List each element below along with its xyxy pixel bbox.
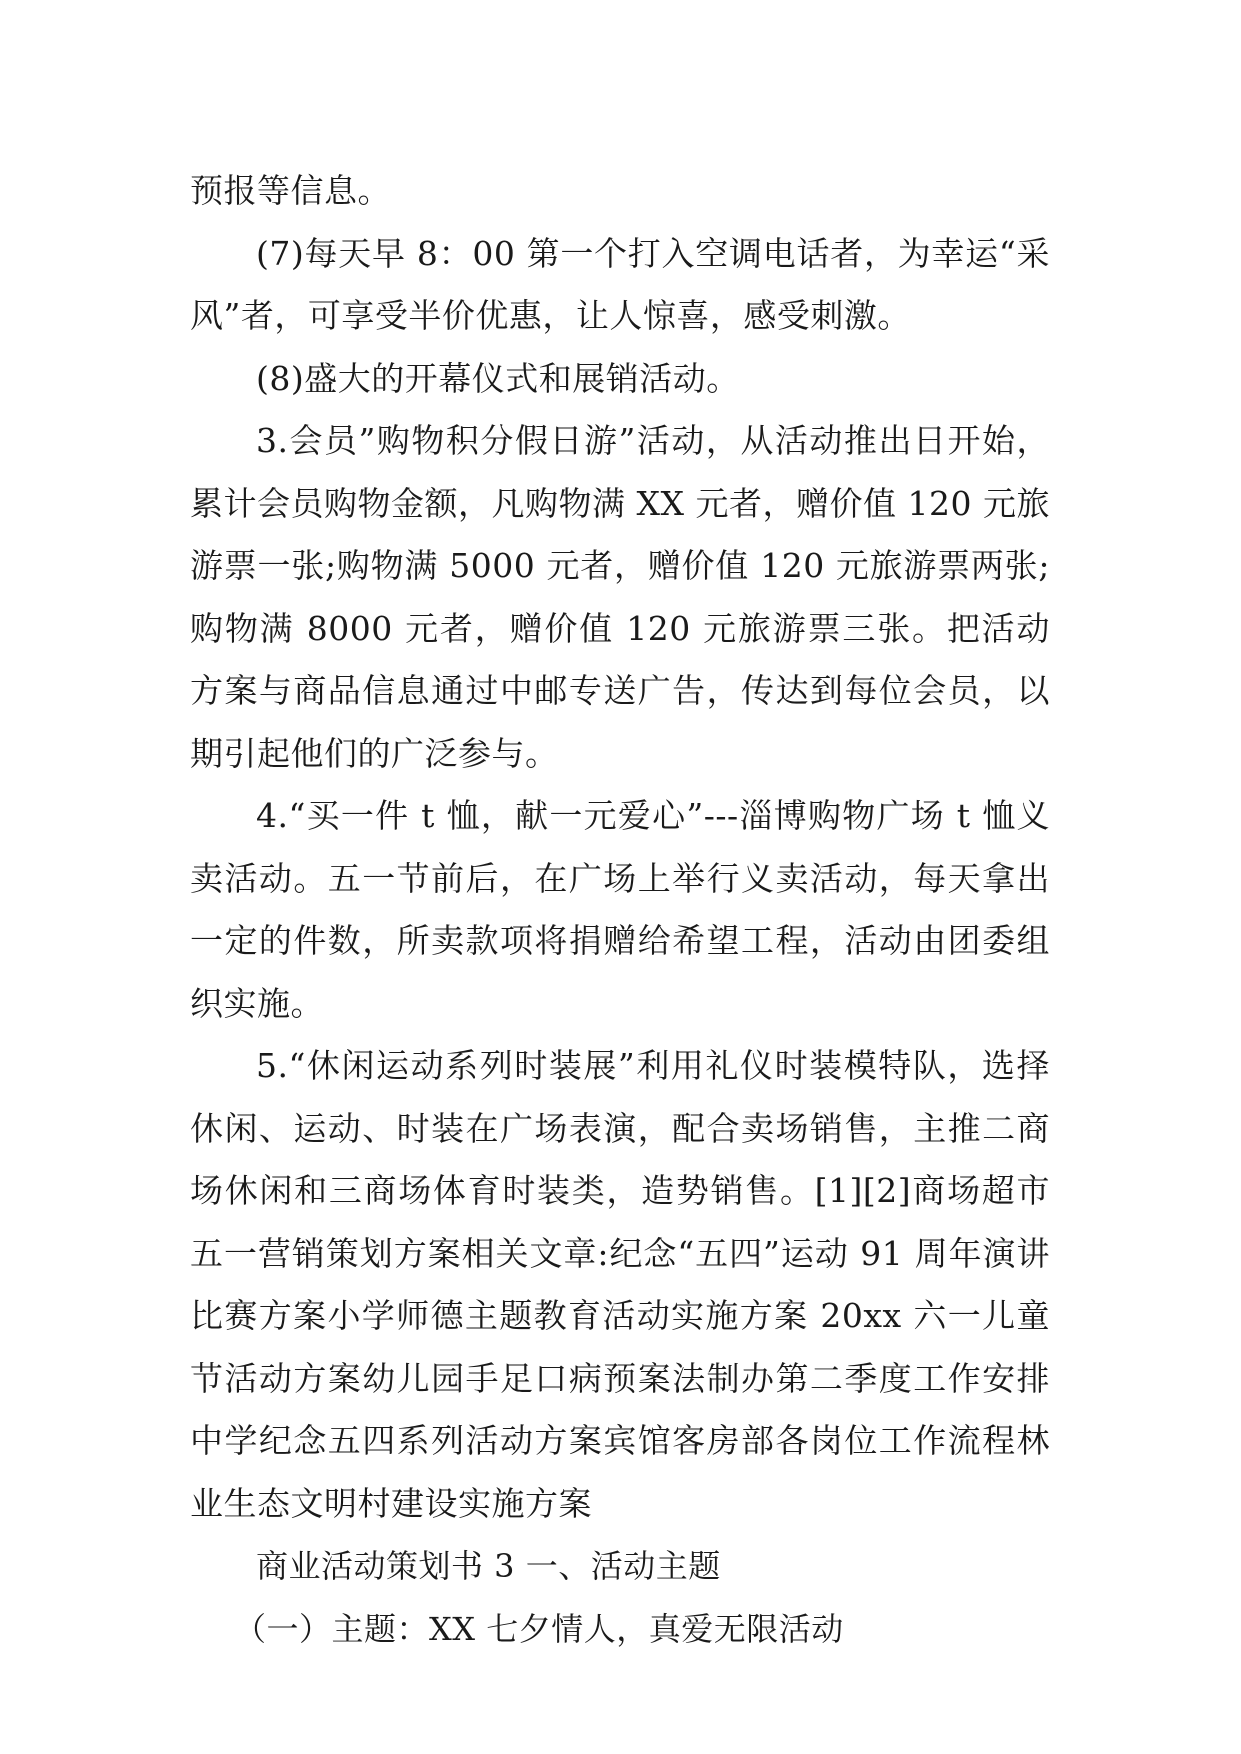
section-heading: 商业活动策划书 3 一、活动主题 (256, 1547, 721, 1585)
paragraph-tshirt-charity: 4.“买一件 t 恤，献一元爱心”---淄博购物广场 t 恤义卖活动。五一节前后，在广场上举行义卖活动，每天拿出一定的件数，所卖款项将捐赠给希望工程，活动由团委组织实施。 (190, 796, 1050, 1023)
paragraph-item-7: (7)每天早 8：00 第一个打入空调电话者，为幸运“采风”者，可享受半价优惠，让人惊喜，感受刺激。 (190, 233, 1050, 335)
paragraph-member-points: 3.会员”购物积分假日游”活动，从活动推出日开始，累计会员购物金额，凡购物满 XX 元者，赠价值 120 元旅游票一张;购物满 5000 元者，赠价值 120 元旅游票两张;购物满 8000 元者，赠价值 120 元旅游票三张。把活动方案与商品信息通过中邮专送广告，传达到每位会员，以期引起他们的广泛参与。 (190, 421, 1050, 773)
document-body (190, 160, 1050, 1660)
sub-heading: （一）主题：XX 七夕情人，真爱无限活动 (234, 1609, 844, 1648)
paragraph-fashion-show: 5.“休闲运动系列时装展”利用礼仪时装模特队，选择休闲、运动、时装在广场表演，配合卖场销售，主推二商场休闲和三商场体育时装类，造势销售。[1][2]商场超市五一营销策划方案相关文章:纪念“五四”运动 91 周年演讲比赛方案小学师德主题教育活动实施方案 20xx 六一儿童节活动方案幼儿园手足口病预案法制办第二季度工作安排中学纪念五四系列活动方案宾馆客房部各岗位工作流程林业生态文明村建设实施方案 (190, 1046, 1050, 1523)
paragraph-item-8: (8)盛大的开幕仪式和展销活动。 (256, 358, 740, 398)
paragraph-continuation: 预报等信息。 (190, 171, 391, 210)
